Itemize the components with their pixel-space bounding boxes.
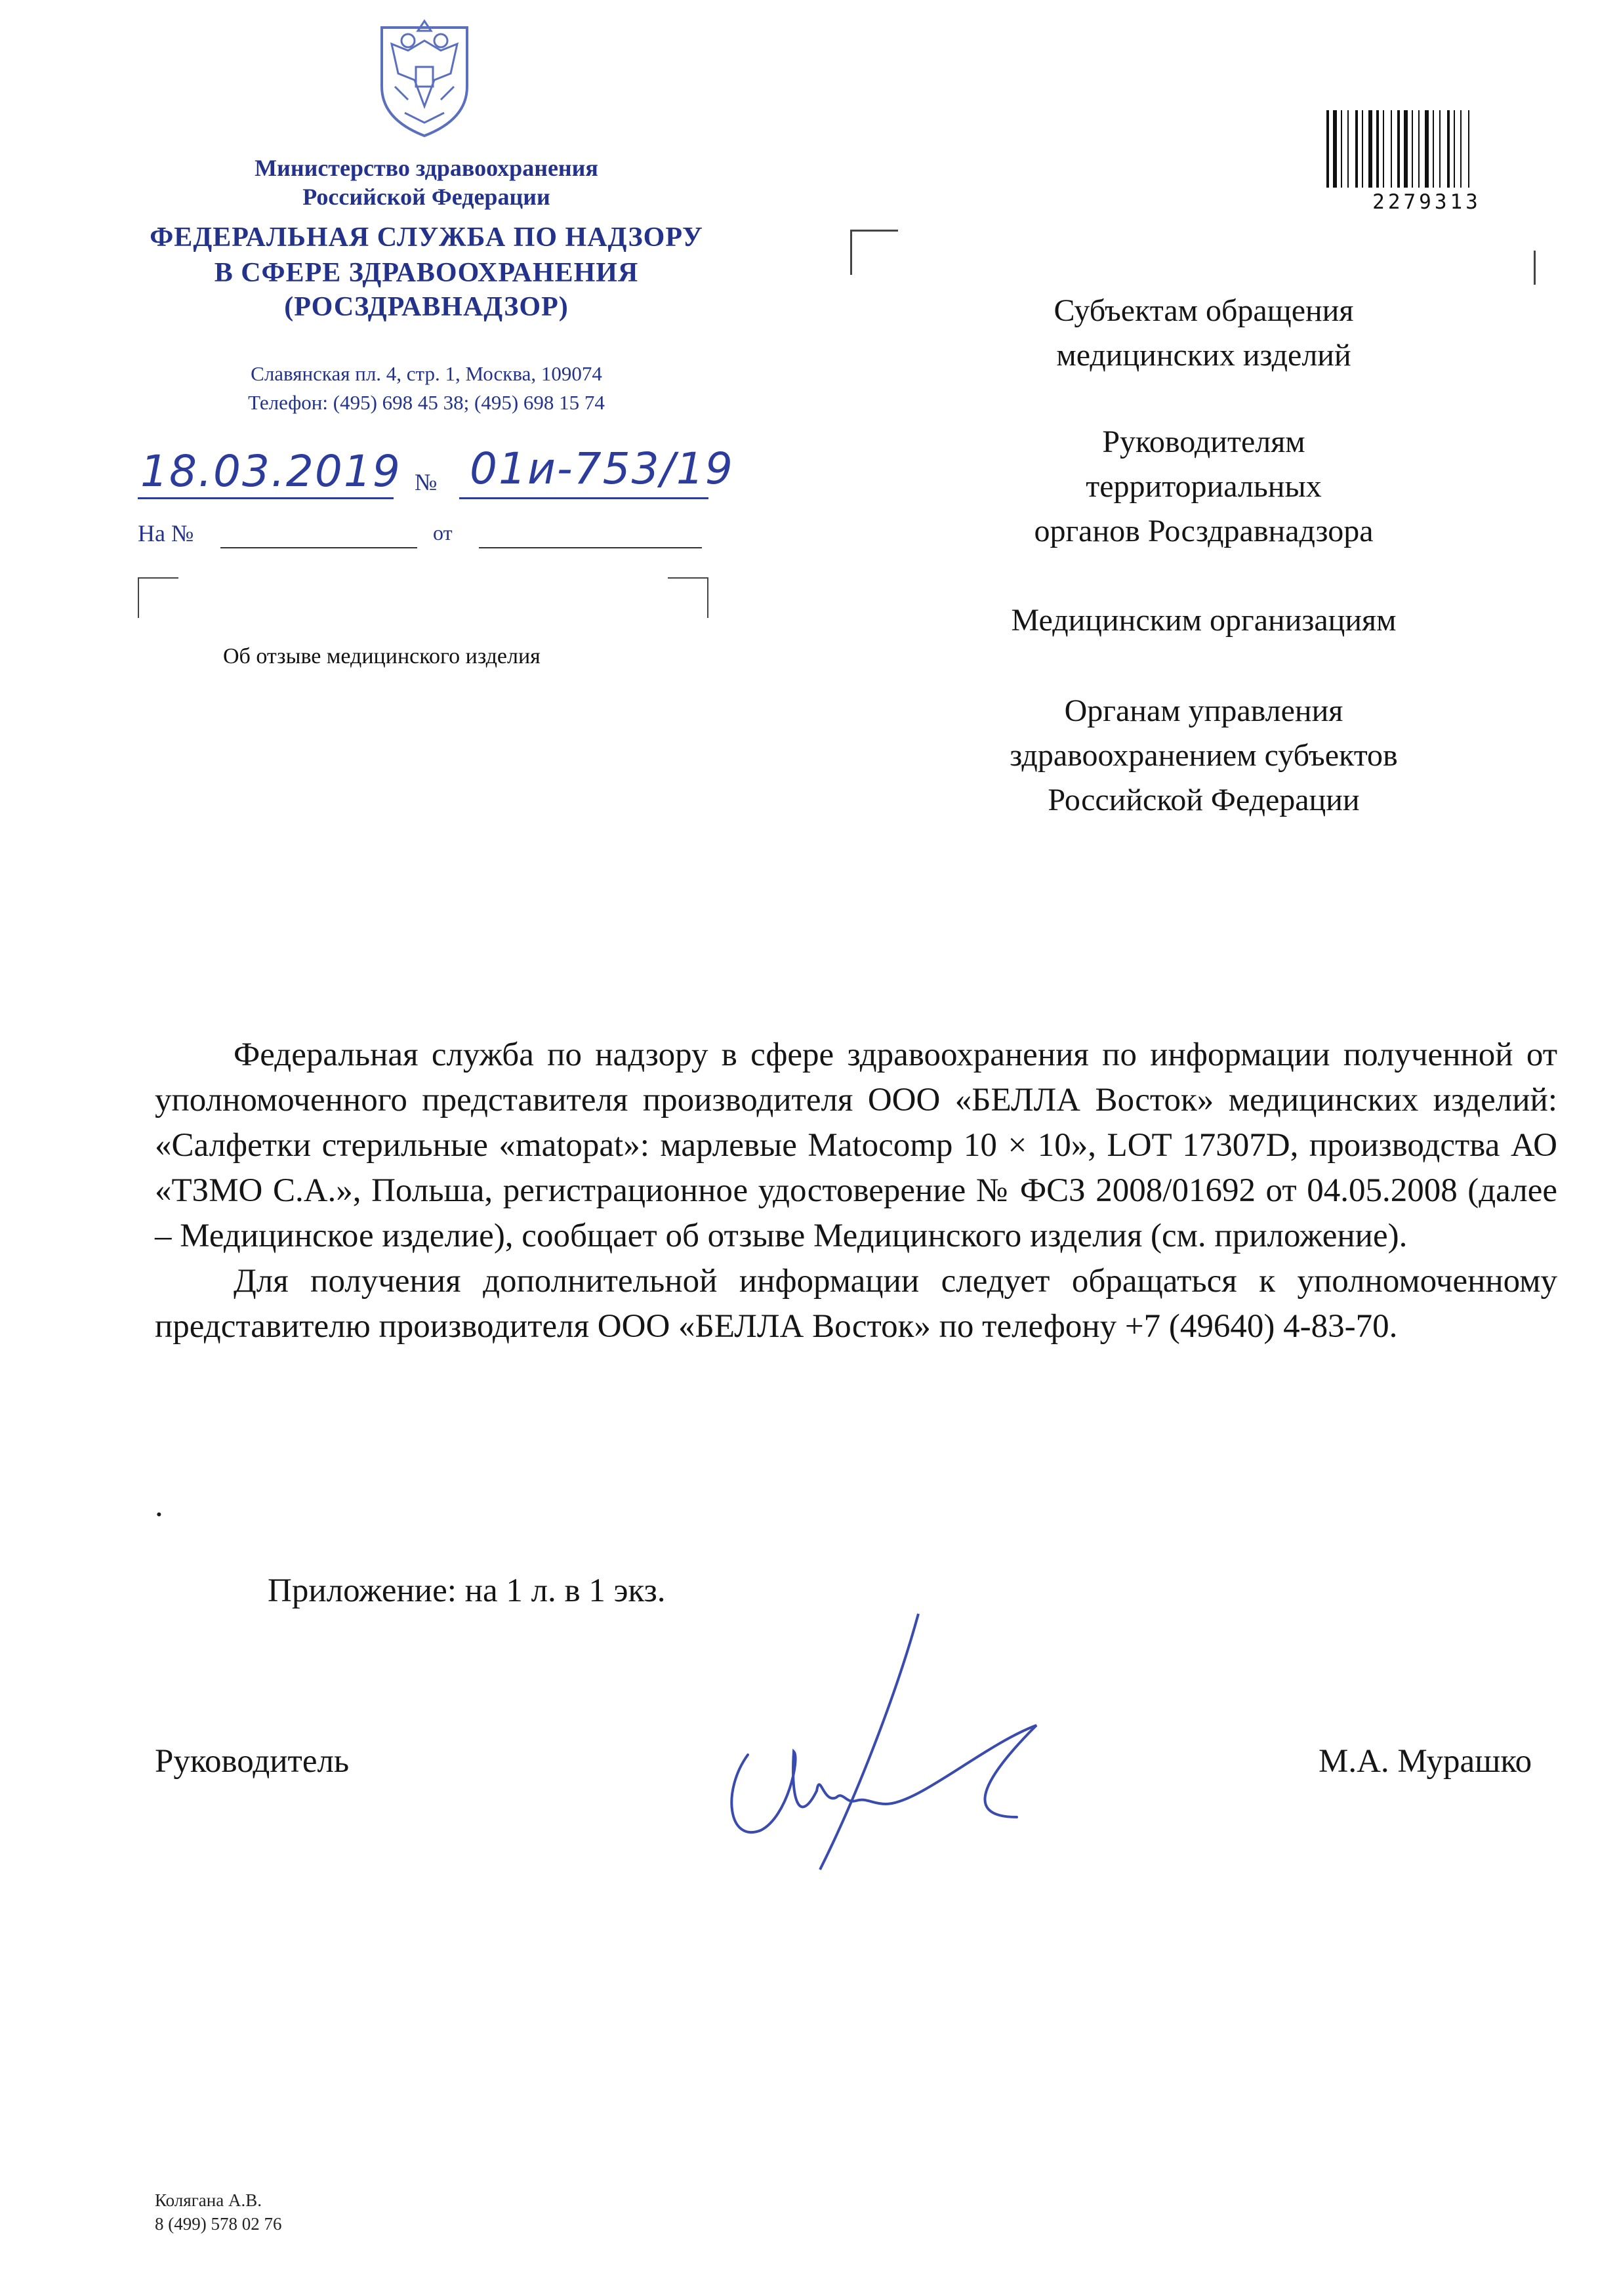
recipient-line: Органам управления [1064, 693, 1343, 728]
handwritten-date: 18.03.2019 [140, 446, 401, 497]
recipient-block-4 [918, 689, 1489, 823]
barcode-bar [1383, 110, 1384, 188]
reply-number-line [220, 547, 417, 548]
recipient-line: Субъектам обращения [1054, 293, 1354, 328]
handwritten-signature [708, 1607, 1076, 1883]
barcode-bar [1468, 110, 1469, 188]
recipient-block-1 [918, 289, 1489, 378]
barcode-bar [1333, 110, 1337, 188]
stray-dot: . [155, 1487, 163, 1524]
body-paragraph-2: Для получения дополнительной информации следует обращаться к уполномоченному представителю производителя ООО «БЕЛЛА Восток» по телефону +7 (49640) 4-83-70. [155, 1263, 1557, 1345]
state-emblem-icon [369, 14, 480, 139]
barcode-bar [1341, 110, 1342, 188]
corner-bracket-right [668, 577, 708, 618]
recipient-block-3 [918, 598, 1489, 643]
reply-from-label: от [433, 521, 453, 544]
recipient-line: здравоохранением субъектов [1010, 738, 1398, 773]
barcode-icon [1326, 110, 1527, 190]
recipient-line: Медицинским организациям [1011, 603, 1397, 638]
date-underline [138, 497, 394, 499]
address-corner-right-mark [1534, 251, 1536, 285]
barcode-bar [1404, 110, 1408, 188]
service-name-line2: В СФЕРЕ ЗДРАВООХРАНЕНИЯ [214, 258, 639, 288]
attachment-note: Приложение: на 1 л. в 1 экз. [268, 1572, 666, 1609]
barcode-bar [1362, 110, 1363, 188]
barcode-bar [1425, 110, 1429, 188]
subject-line: Об отзыве медицинского изделия [223, 644, 541, 668]
service-name-line1: ФЕДЕРАЛЬНАЯ СЛУЖБА ПО НАДЗОРУ [150, 222, 703, 253]
number-label: № [415, 469, 438, 495]
barcode-bar [1433, 110, 1434, 188]
address: Славянская пл. 4, стр. 1, Москва, 109074 [251, 362, 602, 385]
handwritten-number: 01и-753/19 [470, 443, 734, 494]
recipient-line: территориальных [1086, 469, 1322, 504]
barcode-bar [1439, 110, 1441, 188]
ministry-name-line2: Российской Федерации [302, 184, 550, 210]
recipient-block-2 [918, 420, 1489, 554]
barcode-bar [1326, 110, 1329, 188]
barcode-bar [1355, 110, 1358, 188]
barcode-number: 2279313 [1372, 190, 1481, 214]
address-corner-bracket [850, 230, 898, 275]
corner-bracket-left [138, 577, 178, 618]
phone: Телефон: (495) 698 45 38; (495) 698 15 74 [248, 391, 605, 414]
barcode-bar [1454, 110, 1455, 188]
barcode-bar [1418, 110, 1420, 188]
service-name-line3: (РОСЗДРАВНАДЗОР) [284, 292, 569, 322]
barcode-bar [1447, 110, 1450, 188]
recipient-line: органов Росздравнадзора [1034, 514, 1374, 548]
recipient-line: Российской Федерации [1048, 783, 1360, 817]
reply-number-label: На № [138, 520, 194, 546]
recipient-line: медицинских изделий [1056, 338, 1351, 373]
barcode-bar [1376, 110, 1379, 188]
barcode-bar [1397, 110, 1400, 188]
executor-phone: 8 (499) 578 02 76 [155, 2214, 282, 2234]
signatory-position: Руководитель [155, 1743, 350, 1780]
ministry-name-line1: Министерство здравоохранения [255, 155, 598, 181]
barcode-bar [1412, 110, 1413, 188]
number-underline [459, 497, 708, 499]
signatory-name: М.А. Мурашко [1319, 1743, 1532, 1780]
barcode-bar [1391, 110, 1392, 188]
letter-body [155, 1033, 1557, 1349]
body-paragraph-1: Федеральная служба по надзору в сфере здравоохранения по информации полученной от уполномоченного представителя производителя ООО «БЕЛЛА Восток» медицинских изделий: «Салфетки стерильные «matopat»: марлевые Matocomp 10 × 10», LOT 17307D, производства АО «ТЗМО С.А.», Польша, регистрационное удостоверение № ФСЗ 2008/01692 от 04.05.2008 (далее – Медицинское изделие), сообщает об отзыве Медицинского изделия (см. приложение). [155, 1036, 1557, 1254]
reply-from-line [479, 547, 702, 548]
recipient-line: Руководителям [1102, 424, 1305, 459]
barcode-bar [1460, 110, 1462, 188]
executor-name: Колягана А.В. [155, 2190, 262, 2210]
barcode-bar [1368, 110, 1372, 188]
barcode-bar [1347, 110, 1349, 188]
